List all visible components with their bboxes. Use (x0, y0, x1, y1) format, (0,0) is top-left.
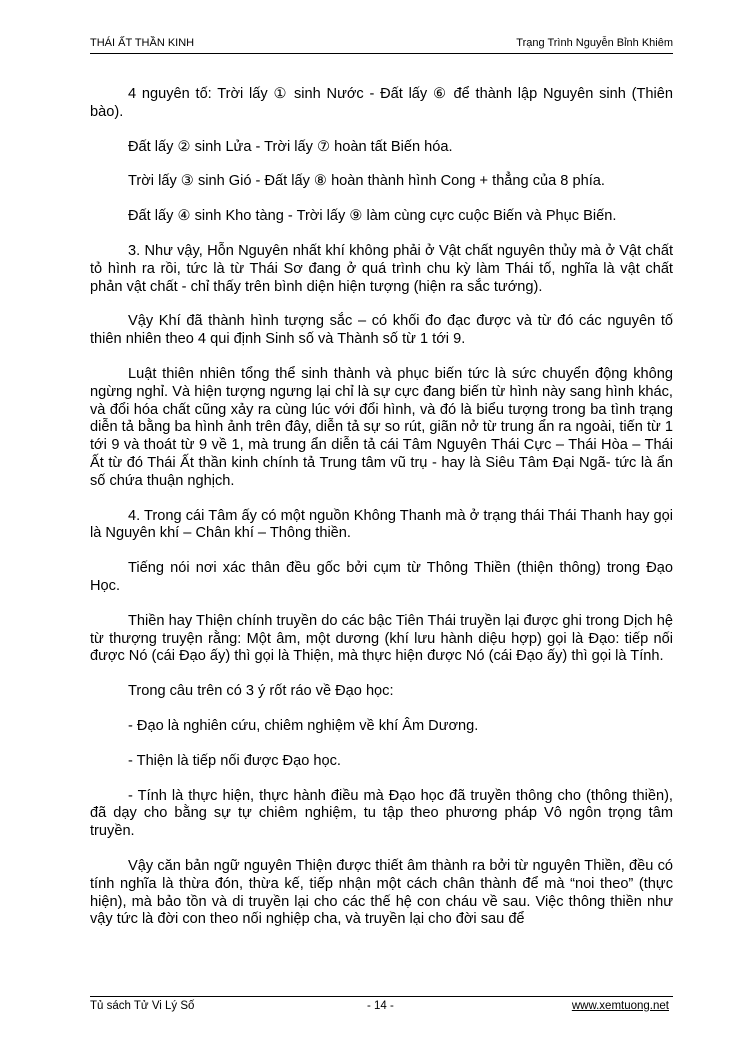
footer-series: Tủ sách Tử Vi Lý Số (90, 1000, 195, 1012)
paragraph: - Tính là thực hiện, thực hành điều mà Đạo học đã truyền thông cho (thông thiền), đã dạy cho bằng sự tự chiêm nghiệm, tu tập theo phương pháp Vô ngôn trọng tâm truyền. (90, 787, 673, 840)
footer-website-link[interactable]: www.xemtuong.net (571, 1000, 669, 1012)
paragraph: Vậy căn bản ngữ nguyên Thiện được thiết âm thành ra bởi từ nguyên Thiền, đều có tính nghĩa là thừa đón, thừa kế, tiếp nhận một cách chân thành để mà “noi theo” (thực hiện), mà bảo tồn và di truyền lại cho các thế hệ con cháu về sau. Việc thông thiền như vậy tức là đời con theo nối nghiệp cha, và truyền lại cho đời sau để (90, 857, 673, 928)
paragraph: Trong câu trên có 3 ý rốt ráo về Đạo học: (128, 683, 394, 700)
paragraph: Đất lấy ④ sinh Kho tàng - Trời lấy ⑨ làm cùng cực cuộc Biến và Phục Biến. (128, 208, 617, 225)
paragraph: Trời lấy ③ sinh Gió - Đất lấy ⑧ hoàn thành hình Cong + thẳng của 8 phía. (128, 173, 605, 190)
header-author: Trạng Trình Nguyễn Bỉnh Khiêm (516, 37, 673, 49)
paragraph: 4. Trong cái Tâm ấy có một nguồn Không Thanh mà ở trạng thái Thái Thanh hay gọi là Nguyên khí – Chân khí – Thông thiền. (90, 507, 673, 542)
paragraph: Tiếng nói nơi xác thân đều gốc bởi cụm từ Thông Thiền (thiện thông) trong Đạo Học. (90, 560, 673, 594)
paragraph: - Thiện là tiếp nối được Đạo học. (128, 752, 341, 769)
page-footer (90, 996, 673, 1017)
header-book-title: THÁI ẤT THẦN KINH (90, 37, 195, 49)
paragraph: Vậy Khí đã thành hình tượng sắc – có khối đo đạc được và từ đó các nguyên tố thiên nhiên theo 4 qui định Sinh số và Thành số từ 1 tới 9. (90, 313, 673, 348)
paragraph: - Đạo là nghiên cứu, chiêm nghiệm về khí Âm Dương. (128, 717, 479, 734)
page-number: - 14 - (367, 1000, 394, 1012)
paragraph: Thiền hay Thiện chính truyền do các bậc Tiên Thái truyền lại được ghi trong Dịch hệ từ thượng truyện rằng: Một âm, một dương (khí lưu hành diệu hợp) gọi là Đạo: tiếp nối được Nó (cái Đạo ấy) thì gọi là Thiện, mà thực hiện được Nó (cái Đạo ấy) thì gọi là Tính. (90, 612, 673, 665)
page-header (90, 37, 673, 54)
paragraph: 3. Như vậy, Hỗn Nguyên nhất khí không phải ở Vật chất nguyên thủy mà ở Vật chất tỏ hình ra rồi, tức là từ Thái Sơ đang ở quá trình chu kỳ làm Thái tố, nghĩa là vật chất phản vật chất - chỉ thấy trên bình diện hiện tượng (hiện ra sắc tướng). (90, 242, 673, 295)
paragraph: 4 nguyên tố: Trời lấy ① sinh Nước - Đất lấy ⑥ để thành lập Nguyên sinh (Thiên bào). (90, 86, 673, 120)
page-body (90, 86, 673, 946)
paragraph: Luật thiên nhiên tổng thể sinh thành và phục biến tức là sức chuyển động không ngừng nghỉ. Và hiện tượng ngưng lại chỉ là sự cực đang biến từ hình này sang hình khác, và đổi hóa chất cũng xảy ra cùng lúc với đổi hình, và đó là biểu tượng trong ba tình trạng diễn tả bằng ba hình ảnh trên đây, diễn tả sự so rút, giãn nở từ trung ẩn ra ngoài, tiến từ 1 tới 9 và thoát từ 9 về 1, mà trung ẩn diễn tả cái Tâm Nguyên Thái Cực – Thái Hòa – Thái Ất từ đó Thái Ất thần kinh chính tả Trung tâm vũ trụ - hay là Siêu Tâm Đại Ngã- tức là ẩn số chứa thuận nghịch. (90, 365, 673, 489)
paragraph: Đất lấy ② sinh Lửa - Trời lấy ⑦ hoàn tất Biến hóa. (128, 138, 453, 155)
